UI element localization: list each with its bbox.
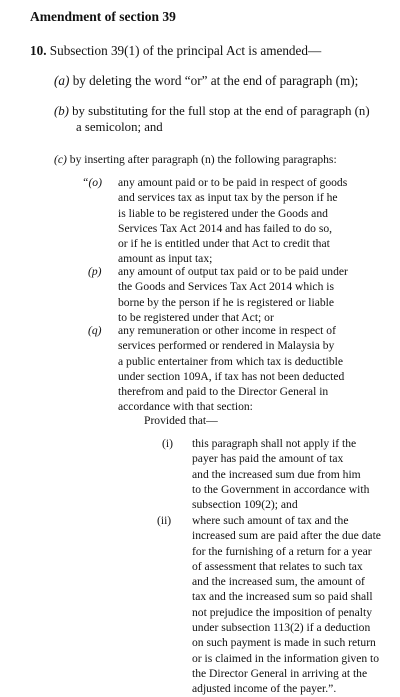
paragraph-o-line: any amount paid or to be paid in respect of goods (118, 176, 348, 189)
paragraph-q-label: (q) (88, 324, 102, 337)
proviso-intro: Provided that— (144, 414, 218, 427)
proviso-ii-line: on such payment is made in such return (192, 636, 376, 650)
item-a-text: by deleting the word “or” at the end of paragraph (m); (72, 73, 359, 88)
item-b-line-2: a semicolon; and (76, 120, 163, 134)
proviso-i-line: to the Government in accordance with (192, 482, 370, 496)
paragraph-o-line: and services tax as input tax by the person if he (118, 191, 338, 205)
paragraph-o-label: “(o) (82, 176, 102, 189)
section-10 (30, 44, 321, 58)
item-c-label: (c) (54, 153, 67, 166)
paragraph-p (118, 264, 348, 325)
item-c-text: by inserting after paragraph (n) the following paragraphs: (69, 153, 337, 166)
paragraph-q-line: therefrom and paid to the Director General in (118, 385, 329, 399)
proviso-i-line: this paragraph shall not apply if the (192, 437, 357, 450)
proviso-i-line: payer has paid the amount of tax (192, 452, 344, 466)
paragraph-o-line: amount as input tax; (118, 252, 213, 266)
proviso-ii-line: adjusted income of the payer.”. (192, 682, 337, 696)
paragraph-p-line: to be registered under that Act; or (118, 310, 274, 324)
proviso-ii-line: of assessment that relates to such tax (192, 559, 363, 573)
proviso-ii-line: under subsection 113(2) if a deduction (192, 621, 371, 635)
paragraph-p-label: (p) (88, 265, 102, 278)
paragraph-p-line: borne by the person if he is registered or liable (118, 295, 335, 309)
proviso-ii-label: (ii) (157, 514, 172, 527)
proviso-i-line: and the increased sum due from him (192, 467, 361, 481)
proviso-ii-line: not prejudice the imposition of penalty (192, 605, 372, 619)
proviso-ii-line: for the furnishing of a return for a year (192, 544, 372, 558)
paragraph-q (118, 323, 344, 415)
paragraph-q-line: services performed or rendered in Malaysia by (118, 339, 335, 353)
paragraph-o (118, 175, 347, 267)
proviso-ii-line: or is claimed in the information given to (192, 651, 380, 665)
proviso-i-label: (i) (162, 437, 173, 450)
section-intro: Subsection 39(1) of the principal Act is amended— (49, 43, 322, 58)
proviso-i-line: subsection 109(2); and (192, 498, 298, 512)
proviso-ii (192, 513, 381, 697)
paragraph-o-line: is liable to be registered under the Goods and (118, 206, 328, 220)
section-number: 10. (30, 43, 47, 58)
item-a (54, 74, 358, 88)
paragraph-o-line: or if he is entitled under that Act to credit that (118, 237, 330, 251)
item-a-label: (a) (54, 73, 70, 88)
paragraph-q-line: accordance with that section: (118, 400, 253, 414)
paragraph-p-line: any amount of output tax paid or to be paid under (118, 265, 348, 278)
proviso-ii-line: where such amount of tax and the (192, 514, 349, 527)
proviso-ii-line: increased sum are paid after the due date (192, 529, 381, 543)
item-b-label: (b) (54, 104, 69, 118)
item-c (54, 153, 337, 167)
proviso-i (192, 436, 369, 512)
paragraph-q-line: under section 109A, if tax has not been deducted (118, 369, 345, 383)
section-heading: Amendment of section 39 (30, 9, 176, 24)
paragraph-o-line: Services Tax Act 2014 and has failed to do so, (118, 221, 333, 235)
paragraph-p-line: the Goods and Services Tax Act 2014 which is (118, 280, 335, 294)
paragraph-q-line: any remuneration or other income in respect of (118, 324, 336, 337)
paragraph-q-line: a public entertainer from which tax is deductible (118, 354, 344, 368)
item-b-line-1: by substituting for the full stop at the end of paragraph (n) (72, 104, 370, 118)
proviso-ii-line: the Director General in arriving at the (192, 666, 368, 680)
proviso-ii-line: and the increased sum, the amount of (192, 575, 365, 589)
item-b (54, 104, 370, 118)
proviso-ii-line: tax and the increased sum so paid shall (192, 590, 373, 604)
